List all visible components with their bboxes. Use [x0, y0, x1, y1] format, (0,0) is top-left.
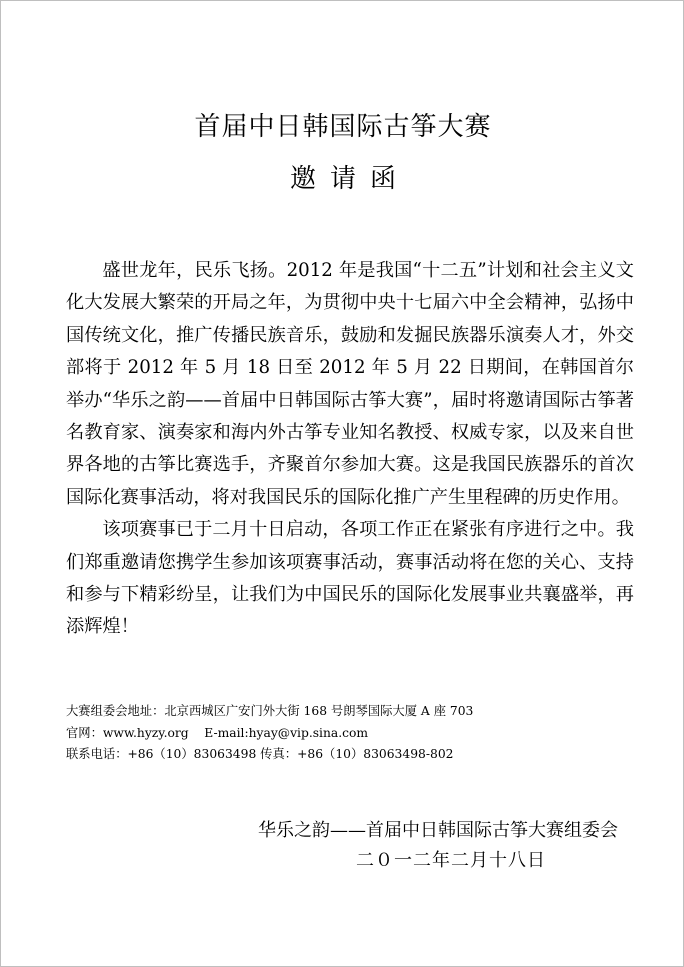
letter-body	[66, 255, 634, 644]
document-title: 首届中日韩国际古筝大赛	[194, 112, 492, 142]
signature-block	[258, 816, 618, 876]
signature-organizer: 华乐之韵——首届中日韩国际古筝大赛组委会	[258, 820, 618, 841]
body-paragraph-1: 盛世龙年，民乐飞扬。2012 年是我国“十二五”计划和社会主义文化大发展大繁荣的开局之年，为贯彻中央十七届六中全会精神，弘扬中国传统文化，推广传播民族音乐，鼓励和发掘民族器乐演奏人才，外交部将于 2012 年 5 月 18 日至 2012 年 5 月 22 日期间，在韩国首尔举办“华乐之韵——首届中日韩国际古筝大赛”，届时将邀请国际古筝著名教育家、演奏家和海内外古筝专业知名教授、权威专家，以及来自世界各地的古筝比赛选手，齐聚首尔参加大赛。这是我国民族器乐的首次国际化赛事活动，将对我国民乐的国际化推广产生里程碑的历史作用。	[66, 260, 634, 508]
contact-address: 大赛组委会地址：北京西城区广安门外大街 168 号朗琴国际大厦 A 座 703	[66, 704, 474, 718]
signature-date: 二０一二年二月十八日	[356, 850, 546, 871]
contact-info	[66, 701, 626, 766]
contact-website: 官网：www.hyzy.org E-mail:hyay@vip.sina.com	[66, 725, 369, 740]
body-paragraph-2: 该项赛事已于二月十日启动，各项工作正在紧张有序进行之中。我们郑重邀请您携学生参加该项赛事活动，赛事活动将在您的关心、支持和参与下精彩纷呈，让我们为中国民乐的国际化发展事业共襄盛举，再添辉煌！	[66, 519, 634, 638]
document-subtitle: 邀请函	[289, 164, 410, 194]
contact-phone: 联系电话：+86（10）83063498 传真：+86（10）83063498-802	[66, 747, 454, 761]
